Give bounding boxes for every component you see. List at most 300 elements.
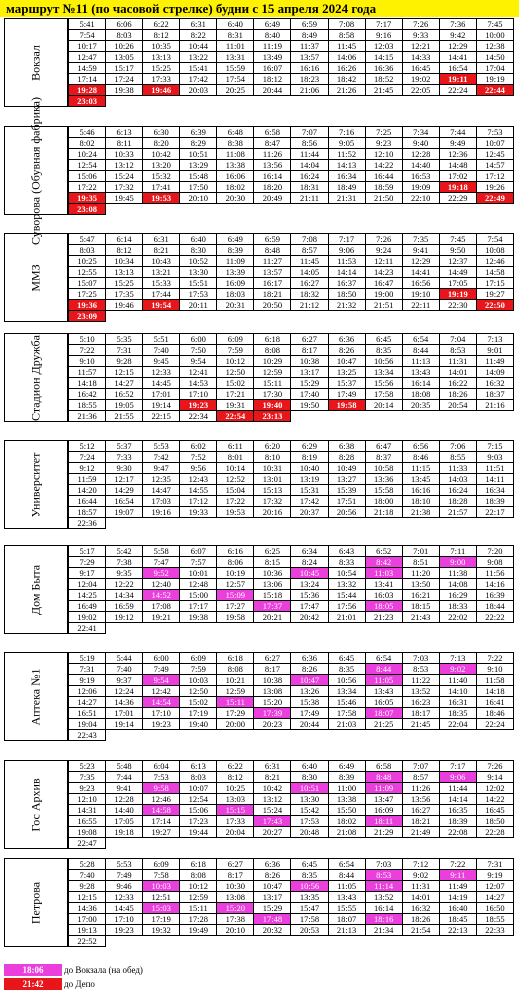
timetable bbox=[68, 333, 514, 422]
time-cell: 13:43 bbox=[402, 367, 439, 378]
time-cell: 11:26 bbox=[254, 149, 291, 160]
time-cell: 13:30 bbox=[180, 267, 217, 278]
time-cell: 7:03 bbox=[402, 653, 439, 664]
time-cell bbox=[217, 730, 254, 741]
time-cell: 17:12 bbox=[476, 171, 513, 182]
stop-name bbox=[4, 858, 68, 947]
time-cell: 6:45 bbox=[365, 334, 402, 345]
time-cell: 20:50 bbox=[254, 300, 291, 311]
table-row bbox=[69, 518, 514, 529]
time-cell: 13:13 bbox=[143, 52, 180, 63]
time-cell: 12:33 bbox=[143, 367, 180, 378]
time-cell: 14:45 bbox=[143, 378, 180, 389]
time-cell: 15:11 bbox=[180, 903, 217, 914]
time-cell: 16:44 bbox=[365, 171, 402, 182]
time-cell: 12:51 bbox=[143, 892, 180, 903]
time-cell: 15:44 bbox=[328, 590, 365, 601]
time-cell: 7:35 bbox=[69, 772, 106, 783]
time-cell: 9:46 bbox=[106, 881, 143, 892]
time-cell: 6:40 bbox=[217, 19, 254, 30]
time-cell: 6:09 bbox=[217, 334, 254, 345]
stop-name-label: Университет bbox=[28, 452, 43, 517]
time-cell: 18:02 bbox=[217, 182, 254, 193]
time-cell: 21:51 bbox=[365, 300, 402, 311]
time-cell: 17:44 bbox=[143, 289, 180, 300]
time-cell: 17:22 bbox=[69, 182, 106, 193]
time-cell: 15:02 bbox=[217, 378, 254, 389]
time-cell: 6:49 bbox=[254, 19, 291, 30]
stop-name-label: Дом Быта bbox=[28, 564, 43, 615]
time-cell: 8:08 bbox=[180, 870, 217, 881]
time-cell: 14:41 bbox=[402, 267, 439, 278]
time-cell: 11:09 bbox=[365, 783, 402, 794]
time-cell: 11:40 bbox=[439, 675, 476, 686]
time-cell: 7:35 bbox=[402, 234, 439, 245]
time-cell: 6:40 bbox=[291, 761, 328, 772]
time-cell: 15:20 bbox=[217, 903, 254, 914]
time-cell: 13:41 bbox=[365, 579, 402, 590]
time-cell: 10:31 bbox=[254, 463, 291, 474]
time-cell: 21:29 bbox=[365, 827, 402, 838]
time-cell bbox=[291, 623, 328, 634]
time-cell: 17:32 bbox=[106, 182, 143, 193]
time-cell bbox=[402, 623, 439, 634]
time-cell: 17:58 bbox=[365, 389, 402, 400]
time-cell: 14:52 bbox=[143, 590, 180, 601]
time-cell: 21:45 bbox=[402, 719, 439, 730]
table-row bbox=[69, 127, 514, 138]
time-cell: 6:18 bbox=[180, 859, 217, 870]
stop-name-label: ММЗ bbox=[28, 263, 43, 292]
stop-block bbox=[4, 858, 514, 947]
time-cell bbox=[476, 204, 513, 215]
time-cell: 6:27 bbox=[254, 653, 291, 664]
legend-row-depot bbox=[4, 978, 164, 990]
table-row bbox=[69, 719, 514, 730]
time-cell: 15:33 bbox=[143, 278, 180, 289]
time-cell: 14:27 bbox=[69, 697, 106, 708]
time-cell: 12:46 bbox=[143, 794, 180, 805]
time-cell: 19:18 bbox=[439, 182, 476, 193]
time-cell: 10:35 bbox=[143, 41, 180, 52]
time-cell: 19:21 bbox=[143, 612, 180, 623]
time-cell: 22:36 bbox=[69, 518, 106, 529]
table-row bbox=[69, 936, 514, 947]
time-cell: 20:30 bbox=[217, 193, 254, 204]
time-cell: 10:33 bbox=[106, 149, 143, 160]
time-cell: 18:15 bbox=[402, 601, 439, 612]
time-cell: 16:27 bbox=[291, 278, 328, 289]
time-cell bbox=[402, 411, 439, 422]
time-cell: 13:21 bbox=[143, 267, 180, 278]
time-cell bbox=[402, 204, 439, 215]
table-row bbox=[69, 590, 514, 601]
time-cell: 9:05 bbox=[328, 138, 365, 149]
time-cell: 6:31 bbox=[143, 234, 180, 245]
time-cell: 18:46 bbox=[476, 708, 513, 719]
time-cell: 7:31 bbox=[476, 859, 513, 870]
table-row bbox=[69, 356, 514, 367]
time-cell: 7:34 bbox=[402, 127, 439, 138]
time-cell: 19:11 bbox=[439, 74, 476, 85]
time-cell: 9:19 bbox=[476, 870, 513, 881]
time-cell: 23:13 bbox=[254, 411, 291, 422]
time-cell: 6:45 bbox=[291, 859, 328, 870]
time-cell: 16:05 bbox=[365, 697, 402, 708]
time-cell: 11:26 bbox=[402, 783, 439, 794]
time-cell: 10:34 bbox=[106, 256, 143, 267]
time-cell: 15:51 bbox=[180, 278, 217, 289]
time-cell: 7:58 bbox=[143, 870, 180, 881]
time-cell: 16:37 bbox=[328, 278, 365, 289]
time-cell: 10:52 bbox=[180, 256, 217, 267]
time-cell bbox=[180, 838, 217, 849]
time-cell: 16:07 bbox=[254, 63, 291, 74]
time-cell: 15:31 bbox=[291, 485, 328, 496]
time-cell: 9:02 bbox=[439, 664, 476, 675]
time-cell: 9:06 bbox=[439, 772, 476, 783]
time-cell: 6:47 bbox=[365, 441, 402, 452]
time-cell: 17:53 bbox=[180, 289, 217, 300]
time-cell: 19:36 bbox=[69, 300, 106, 311]
time-cell: 22:13 bbox=[439, 925, 476, 936]
stop-block bbox=[4, 545, 514, 634]
time-cell: 12:03 bbox=[365, 41, 402, 52]
time-cell: 19:26 bbox=[476, 182, 513, 193]
time-cell: 15:58 bbox=[365, 485, 402, 496]
time-cell: 18:31 bbox=[291, 182, 328, 193]
time-cell: 11:13 bbox=[402, 356, 439, 367]
time-cell: 20:14 bbox=[365, 400, 402, 411]
time-cell: 13:01 bbox=[254, 474, 291, 485]
time-cell: 15:24 bbox=[106, 171, 143, 182]
time-cell: 13:31 bbox=[217, 52, 254, 63]
time-cell: 20:56 bbox=[328, 507, 365, 518]
time-cell: 22:24 bbox=[476, 719, 513, 730]
time-cell bbox=[402, 518, 439, 529]
time-cell: 21:54 bbox=[402, 925, 439, 936]
table-row bbox=[69, 245, 514, 256]
time-cell: 19:45 bbox=[106, 193, 143, 204]
time-cell: 19:02 bbox=[69, 612, 106, 623]
timetable bbox=[68, 858, 514, 947]
time-cell: 12:50 bbox=[180, 686, 217, 697]
time-cell: 16:22 bbox=[439, 378, 476, 389]
time-cell bbox=[217, 838, 254, 849]
time-cell: 9:58 bbox=[143, 783, 180, 794]
time-cell bbox=[180, 623, 217, 634]
time-cell: 18:33 bbox=[439, 601, 476, 612]
time-cell: 18:49 bbox=[328, 182, 365, 193]
time-cell: 21:18 bbox=[365, 507, 402, 518]
time-cell bbox=[254, 96, 291, 107]
table-row bbox=[69, 708, 514, 719]
time-cell: 18:07 bbox=[328, 914, 365, 925]
table-row bbox=[69, 30, 514, 41]
timetable bbox=[68, 652, 514, 741]
time-cell: 6:00 bbox=[143, 653, 180, 664]
time-cell: 16:06 bbox=[217, 171, 254, 182]
time-cell: 10:17 bbox=[69, 41, 106, 52]
time-cell: 7:26 bbox=[402, 19, 439, 30]
time-cell: 7:20 bbox=[476, 546, 513, 557]
table-row bbox=[69, 870, 514, 881]
time-cell: 17:23 bbox=[180, 816, 217, 827]
time-cell: 14:41 bbox=[439, 52, 476, 63]
time-cell: 19:05 bbox=[106, 400, 143, 411]
time-cell: 14:40 bbox=[106, 805, 143, 816]
time-cell: 19:14 bbox=[106, 719, 143, 730]
time-cell: 15:25 bbox=[143, 63, 180, 74]
time-cell: 21:16 bbox=[476, 400, 513, 411]
time-cell: 9:12 bbox=[69, 463, 106, 474]
time-cell: 10:47 bbox=[254, 881, 291, 892]
table-row bbox=[69, 411, 514, 422]
time-cell: 11:19 bbox=[254, 41, 291, 52]
time-cell: 8:53 bbox=[365, 870, 402, 881]
time-cell: 16:44 bbox=[69, 496, 106, 507]
time-cell: 7:40 bbox=[106, 664, 143, 675]
time-cell: 11:27 bbox=[254, 256, 291, 267]
time-cell: 7:59 bbox=[180, 664, 217, 675]
time-cell: 23:09 bbox=[69, 311, 106, 322]
time-cell: 17:10 bbox=[106, 914, 143, 925]
time-cell: 10:07 bbox=[180, 783, 217, 794]
table-row bbox=[69, 334, 514, 345]
time-cell: 21:36 bbox=[69, 411, 106, 422]
time-cell: 14:05 bbox=[291, 267, 328, 278]
time-cell: 15:09 bbox=[217, 590, 254, 601]
time-cell: 14:25 bbox=[69, 590, 106, 601]
time-cell: 16:50 bbox=[476, 903, 513, 914]
legend-label-lunch: до Вокзала (на обед) bbox=[64, 965, 143, 975]
time-cell bbox=[254, 204, 291, 215]
time-cell: 12:37 bbox=[439, 256, 476, 267]
time-cell: 15:11 bbox=[217, 697, 254, 708]
time-cell: 9:41 bbox=[106, 783, 143, 794]
time-cell: 19:13 bbox=[69, 925, 106, 936]
time-cell: 11:14 bbox=[365, 881, 402, 892]
time-cell: 22:43 bbox=[69, 730, 106, 741]
time-cell: 17:56 bbox=[328, 601, 365, 612]
table-row bbox=[69, 612, 514, 623]
time-cell: 10:30 bbox=[217, 881, 254, 892]
time-cell: 18:59 bbox=[365, 182, 402, 193]
time-cell: 12:48 bbox=[180, 579, 217, 590]
table-row bbox=[69, 546, 514, 557]
time-cell: 17:00 bbox=[69, 914, 106, 925]
time-cell: 18:42 bbox=[328, 74, 365, 85]
time-cell: 8:47 bbox=[254, 138, 291, 149]
time-cell: 6:04 bbox=[143, 761, 180, 772]
time-cell bbox=[365, 623, 402, 634]
time-cell: 17:22 bbox=[217, 496, 254, 507]
time-cell bbox=[328, 518, 365, 529]
table-row bbox=[69, 441, 514, 452]
stop-name bbox=[4, 233, 68, 322]
table-row bbox=[69, 772, 514, 783]
table-row bbox=[69, 507, 514, 518]
table-row bbox=[69, 675, 514, 686]
time-cell: 7:04 bbox=[439, 334, 476, 345]
table-row bbox=[69, 485, 514, 496]
time-cell: 8:28 bbox=[328, 452, 365, 463]
time-cell: 20:23 bbox=[254, 719, 291, 730]
time-cell: 9:14 bbox=[476, 772, 513, 783]
time-cell: 21:26 bbox=[328, 85, 365, 96]
time-cell: 14:49 bbox=[439, 267, 476, 278]
table-row bbox=[69, 463, 514, 474]
time-cell: 7:15 bbox=[476, 441, 513, 452]
time-cell: 21:31 bbox=[328, 193, 365, 204]
time-cell: 15:36 bbox=[291, 590, 328, 601]
time-cell: 7:11 bbox=[439, 546, 476, 557]
time-cell: 7:45 bbox=[476, 19, 513, 30]
time-cell: 6:48 bbox=[217, 127, 254, 138]
time-cell: 7:06 bbox=[439, 441, 476, 452]
time-cell: 7:49 bbox=[106, 870, 143, 881]
time-cell: 19:18 bbox=[106, 827, 143, 838]
time-cell: 19:16 bbox=[143, 507, 180, 518]
time-cell: 12:02 bbox=[476, 783, 513, 794]
stop-block bbox=[4, 233, 514, 322]
time-cell: 13:17 bbox=[254, 892, 291, 903]
time-cell: 15:18 bbox=[254, 590, 291, 601]
time-cell: 19:27 bbox=[476, 289, 513, 300]
time-cell: 22:41 bbox=[69, 623, 106, 634]
time-cell: 10:38 bbox=[254, 675, 291, 686]
time-cell bbox=[254, 518, 291, 529]
table-row bbox=[69, 389, 514, 400]
time-cell: 15:06 bbox=[69, 171, 106, 182]
time-cell: 5:42 bbox=[106, 546, 143, 557]
time-cell: 5:12 bbox=[69, 441, 106, 452]
time-cell: 19:07 bbox=[106, 507, 143, 518]
time-cell bbox=[328, 411, 365, 422]
time-cell bbox=[180, 936, 217, 947]
stop-name-label: Аптека №1 bbox=[28, 667, 43, 726]
time-cell: 13:12 bbox=[106, 160, 143, 171]
time-cell: 18:16 bbox=[365, 914, 402, 925]
time-cell: 16:29 bbox=[439, 590, 476, 601]
table-row bbox=[69, 182, 514, 193]
time-cell: 11:00 bbox=[328, 783, 365, 794]
time-cell: 13:08 bbox=[217, 892, 254, 903]
time-cell: 12:29 bbox=[439, 41, 476, 52]
table-row bbox=[69, 568, 514, 579]
time-cell: 10:25 bbox=[217, 783, 254, 794]
time-cell: 15:42 bbox=[291, 805, 328, 816]
time-cell: 6:54 bbox=[328, 859, 365, 870]
time-cell: 17:29 bbox=[217, 708, 254, 719]
stop-name-label: Гос Архив bbox=[28, 777, 43, 832]
time-cell: 17:35 bbox=[106, 289, 143, 300]
time-cell: 6:54 bbox=[402, 334, 439, 345]
time-cell: 14:27 bbox=[106, 378, 143, 389]
time-cell: 18:45 bbox=[439, 914, 476, 925]
time-cell: 9:28 bbox=[69, 881, 106, 892]
time-cell bbox=[476, 311, 513, 322]
time-cell: 22:47 bbox=[69, 838, 106, 849]
time-cell: 19:40 bbox=[254, 400, 291, 411]
time-cell: 19:02 bbox=[402, 74, 439, 85]
time-cell: 8:10 bbox=[254, 452, 291, 463]
table-row bbox=[69, 311, 514, 322]
time-cell: 6:40 bbox=[180, 234, 217, 245]
time-cell: 13:50 bbox=[402, 579, 439, 590]
legend-swatch-lunch: 18:06 bbox=[4, 964, 62, 976]
time-cell: 22:54 bbox=[217, 411, 254, 422]
time-cell: 12:54 bbox=[180, 794, 217, 805]
time-cell: 22:15 bbox=[143, 411, 180, 422]
time-cell: 11:01 bbox=[217, 41, 254, 52]
table-row bbox=[69, 204, 514, 215]
time-cell: 7:17 bbox=[328, 234, 365, 245]
time-cell: 15:48 bbox=[180, 171, 217, 182]
time-cell: 8:58 bbox=[328, 30, 365, 41]
time-cell: 12:17 bbox=[106, 474, 143, 485]
table-row bbox=[69, 557, 514, 568]
time-cell bbox=[217, 936, 254, 947]
time-cell: 20:04 bbox=[217, 827, 254, 838]
time-cell: 17:01 bbox=[106, 708, 143, 719]
time-cell: 20:44 bbox=[254, 85, 291, 96]
time-cell: 6:59 bbox=[291, 19, 328, 30]
time-cell: 14:54 bbox=[143, 697, 180, 708]
time-cell: 6:25 bbox=[254, 546, 291, 557]
time-cell: 12:15 bbox=[106, 367, 143, 378]
time-cell: 18:35 bbox=[439, 708, 476, 719]
time-cell: 12:15 bbox=[69, 892, 106, 903]
time-cell: 16:54 bbox=[106, 496, 143, 507]
time-cell bbox=[402, 838, 439, 849]
time-cell: 16:31 bbox=[439, 697, 476, 708]
time-cell: 7:53 bbox=[476, 127, 513, 138]
time-cell: 9:54 bbox=[180, 356, 217, 367]
time-cell: 19:31 bbox=[217, 400, 254, 411]
time-cell: 6:07 bbox=[180, 546, 217, 557]
time-cell bbox=[291, 838, 328, 849]
table-row bbox=[69, 289, 514, 300]
time-cell bbox=[476, 411, 513, 422]
time-cell: 11:56 bbox=[476, 568, 513, 579]
time-cell: 19:33 bbox=[180, 507, 217, 518]
time-cell: 12:43 bbox=[180, 474, 217, 485]
time-cell: 12:54 bbox=[69, 160, 106, 171]
time-cell: 13:49 bbox=[254, 52, 291, 63]
table-row bbox=[69, 267, 514, 278]
time-cell: 10:40 bbox=[291, 463, 328, 474]
time-cell: 8:42 bbox=[365, 557, 402, 568]
table-row bbox=[69, 400, 514, 411]
time-cell: 21:13 bbox=[328, 925, 365, 936]
time-cell bbox=[328, 311, 365, 322]
time-cell: 12:10 bbox=[365, 149, 402, 160]
time-cell: 14:36 bbox=[69, 903, 106, 914]
time-cell: 13:29 bbox=[180, 160, 217, 171]
time-cell: 5:17 bbox=[69, 546, 106, 557]
time-cell bbox=[476, 730, 513, 741]
time-cell: 10:56 bbox=[365, 356, 402, 367]
time-cell: 8:35 bbox=[291, 870, 328, 881]
time-cell: 18:20 bbox=[254, 182, 291, 193]
time-cell: 10:58 bbox=[365, 463, 402, 474]
time-cell: 8:02 bbox=[69, 138, 106, 149]
time-cell: 11:45 bbox=[328, 41, 365, 52]
time-cell: 8:17 bbox=[291, 345, 328, 356]
time-cell: 8:53 bbox=[402, 664, 439, 675]
time-cell: 7:25 bbox=[365, 127, 402, 138]
